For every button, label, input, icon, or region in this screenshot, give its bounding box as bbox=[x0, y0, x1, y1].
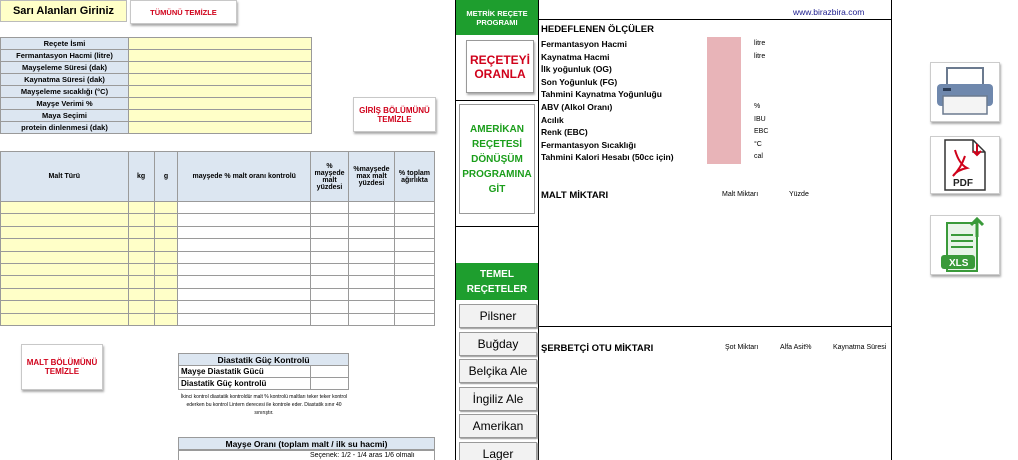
malt-cell[interactable] bbox=[128, 276, 154, 288]
input-label: protein dinlenmesi (dak) bbox=[1, 122, 129, 134]
input-value-cell[interactable] bbox=[129, 98, 312, 110]
recipe-button[interactable]: Lager bbox=[459, 442, 537, 460]
malt-cell bbox=[349, 202, 395, 214]
recipe-button[interactable]: Buğday bbox=[459, 332, 537, 356]
malt-cell[interactable] bbox=[128, 226, 154, 238]
input-row bbox=[1, 86, 312, 98]
malt-cell bbox=[311, 313, 349, 325]
malt-cell[interactable] bbox=[154, 263, 178, 275]
malt-cell[interactable] bbox=[128, 313, 154, 325]
input-value-cell[interactable] bbox=[129, 50, 312, 62]
basic-recipes-title: TEMEL REÇETELER bbox=[456, 263, 538, 300]
malt-cell bbox=[178, 239, 311, 251]
malt-cell bbox=[178, 301, 311, 313]
hops-col-amount: Şot Miktarı bbox=[725, 344, 759, 351]
malt-table bbox=[0, 151, 435, 326]
malt-cell[interactable] bbox=[154, 276, 178, 288]
diastatic-row: Mayşe Diastatik Gücü bbox=[179, 366, 311, 378]
malt-cell bbox=[349, 214, 395, 226]
malt-cell[interactable] bbox=[128, 202, 154, 214]
mash-ratio-title: Mayşe Oranı (toplam malt / ilk su hacmi) bbox=[178, 437, 435, 450]
malt-cell bbox=[178, 251, 311, 263]
malt-cell bbox=[394, 214, 434, 226]
right-top-line bbox=[539, 19, 891, 20]
malt-row bbox=[1, 288, 435, 300]
target-label: ABV (Alkol Oranı) bbox=[541, 102, 613, 112]
middle-separator bbox=[456, 100, 538, 101]
print-button[interactable] bbox=[930, 62, 1000, 122]
input-label: Mayşe Verimi % bbox=[1, 98, 129, 110]
input-value-cell[interactable] bbox=[129, 74, 312, 86]
target-label: Tahmini Kalori Hesabı (50cc için) bbox=[541, 152, 674, 163]
target-label: Fermantasyon Sıcaklığı bbox=[541, 139, 636, 150]
malt-cell bbox=[311, 214, 349, 226]
malt-header-cell: Malt Türü bbox=[1, 152, 129, 202]
target-label: Acılık bbox=[541, 114, 564, 125]
target-label: Renk (EBC) bbox=[541, 127, 588, 138]
malt-header-cell: g bbox=[154, 152, 178, 202]
malt-cell[interactable] bbox=[154, 226, 178, 238]
malt-cell bbox=[178, 226, 311, 238]
malt-cell bbox=[394, 301, 434, 313]
input-label: Reçete İsmi bbox=[1, 38, 129, 50]
target-values-box bbox=[707, 37, 741, 164]
malt-header-cell: kg bbox=[128, 152, 154, 202]
malt-cell[interactable] bbox=[128, 263, 154, 275]
mash-ratio-text: Seçenek: 1/2 - 1/4 aras 1/6 olmalı bbox=[310, 452, 415, 459]
clear-all-button[interactable]: TÜMÜNÜ TEMİZLE bbox=[130, 0, 237, 24]
malt-cell bbox=[349, 263, 395, 275]
hops-title: ŞERBETÇİ OTU MİKTARI bbox=[541, 343, 654, 354]
malt-cell bbox=[178, 276, 311, 288]
malt-cell bbox=[349, 301, 395, 313]
malt-cell bbox=[311, 239, 349, 251]
metric-title: METRİK REÇETE PROGRAMI bbox=[456, 0, 538, 35]
malt-cell[interactable] bbox=[1, 301, 129, 313]
malt-row bbox=[1, 276, 435, 288]
target-unit: litre bbox=[754, 40, 766, 47]
target-unit: IBU bbox=[754, 115, 766, 123]
pdf-icon bbox=[937, 138, 993, 192]
input-value-cell[interactable] bbox=[129, 122, 312, 134]
target-label: Kaynatma Hacmi bbox=[541, 51, 610, 62]
malt-cell[interactable] bbox=[128, 288, 154, 300]
malt-cell bbox=[394, 263, 434, 275]
input-row bbox=[1, 74, 312, 86]
malt-col-amount: Malt Miktarı bbox=[722, 191, 759, 198]
malt-cell[interactable] bbox=[128, 251, 154, 263]
input-row bbox=[1, 98, 312, 110]
malt-cell bbox=[178, 288, 311, 300]
malt-cell[interactable] bbox=[1, 226, 129, 238]
malt-cell bbox=[178, 202, 311, 214]
malt-cell bbox=[311, 226, 349, 238]
malt-cell bbox=[311, 202, 349, 214]
recipe-button[interactable]: İngiliz Ale bbox=[459, 387, 537, 411]
target-label: Son Yoğunluk (FG) bbox=[541, 76, 618, 87]
malt-cell[interactable] bbox=[128, 301, 154, 313]
malt-cell bbox=[349, 288, 395, 300]
input-value-cell[interactable] bbox=[129, 38, 312, 50]
middle-separator bbox=[456, 226, 538, 227]
malt-cell[interactable] bbox=[1, 214, 129, 226]
input-row bbox=[1, 122, 312, 134]
target-unit: EBC bbox=[754, 128, 769, 136]
malt-cell bbox=[349, 239, 395, 251]
malt-cell[interactable] bbox=[154, 214, 178, 226]
malt-cell bbox=[311, 251, 349, 263]
malt-row bbox=[1, 301, 435, 313]
recipe-button[interactable]: Pilsner bbox=[459, 304, 537, 328]
diastatic-table bbox=[178, 353, 349, 390]
pdf-icon-label: PDF bbox=[953, 178, 973, 189]
diastatic-title: Diastatik Güç Kontrolü bbox=[179, 354, 349, 366]
input-row bbox=[1, 50, 312, 62]
recipe-button[interactable]: Belçika Ale bbox=[459, 359, 537, 383]
malt-row bbox=[1, 226, 435, 238]
malt-header-cell: % mayşede malt yüzdesi bbox=[311, 152, 349, 202]
malt-cell[interactable] bbox=[154, 239, 178, 251]
malt-cell bbox=[311, 263, 349, 275]
input-label: Mayşeleme Süresi (dak) bbox=[1, 62, 129, 74]
malt-cell[interactable] bbox=[128, 214, 154, 226]
xls-icon bbox=[937, 217, 993, 273]
malt-cell bbox=[394, 239, 434, 251]
malt-cell bbox=[178, 263, 311, 275]
malt-cell bbox=[394, 288, 434, 300]
input-value-cell[interactable] bbox=[129, 62, 312, 74]
malt-cell bbox=[311, 288, 349, 300]
malt-header-cell: %mayşede max malt yüzdesi bbox=[349, 152, 395, 202]
xls-export-button[interactable] bbox=[930, 215, 1000, 275]
malt-header-cell: mayşede % malt oranı kontrolü bbox=[178, 152, 311, 202]
malt-row bbox=[1, 313, 435, 325]
target-unit: cal bbox=[754, 153, 763, 161]
malt-cell[interactable] bbox=[1, 276, 129, 288]
malt-cell bbox=[311, 276, 349, 288]
malt-cell[interactable] bbox=[1, 202, 129, 214]
malt-cell bbox=[394, 276, 434, 288]
input-row bbox=[1, 38, 312, 50]
convert-program-button[interactable]: AMERİKAN REÇETESİ DÖNÜŞÜM PROGRAMINA GİT bbox=[459, 104, 535, 214]
printer-icon bbox=[933, 66, 997, 118]
targets-title: HEDEFLENEN ÖLÇÜLER bbox=[541, 24, 654, 35]
hops-col-boil: Kaynatma Süresi bbox=[833, 344, 887, 351]
malt-cell[interactable] bbox=[1, 239, 129, 251]
malt-header-cell: % toplam ağırlıkta bbox=[394, 152, 434, 202]
malt-cell[interactable] bbox=[154, 301, 178, 313]
malt-row bbox=[1, 263, 435, 275]
input-value-cell[interactable] bbox=[129, 110, 312, 122]
malt-cell[interactable] bbox=[154, 288, 178, 300]
target-unit: % bbox=[754, 103, 761, 110]
input-label: Mayşeleme sıcaklığı (°C) bbox=[1, 86, 129, 98]
malt-row bbox=[1, 251, 435, 263]
target-unit: litre bbox=[754, 52, 766, 60]
malt-cell[interactable] bbox=[1, 251, 129, 263]
malt-cell bbox=[311, 301, 349, 313]
input-label: Fermantasyon Hacmi (litre) bbox=[1, 50, 129, 62]
malt-cell bbox=[349, 276, 395, 288]
malt-cell bbox=[394, 251, 434, 263]
diastatic-note: İkinci kontrol diastatik kontroldür malt % kontrolü maltları teker teker kontrol ederken bu kontrol Lintern derecesi ile kontrole eder. Diastatik sınır 40 sınırıştır. bbox=[180, 394, 348, 416]
malt-row bbox=[1, 239, 435, 251]
malt-cell[interactable] bbox=[154, 313, 178, 325]
input-value-cell[interactable] bbox=[129, 86, 312, 98]
malt-amount-title: MALT MİKTARI bbox=[541, 190, 609, 201]
malt-cell bbox=[349, 251, 395, 263]
malt-cell bbox=[349, 226, 395, 238]
scale-recipe-button[interactable]: REÇETEYİ ORANLA bbox=[466, 40, 534, 93]
target-label: İlk yoğunluk (OG) bbox=[541, 64, 612, 75]
target-label: Fermantasyon Hacmi bbox=[541, 39, 627, 49]
input-row bbox=[1, 110, 312, 122]
malt-cell[interactable] bbox=[154, 202, 178, 214]
input-table bbox=[0, 37, 312, 134]
target-label: Tahmini Kaynatma Yoğunluğu bbox=[541, 89, 662, 100]
malt-cell[interactable] bbox=[1, 263, 129, 275]
input-label: Kaynatma Süresi (dak) bbox=[1, 74, 129, 86]
malt-cell[interactable] bbox=[154, 251, 178, 263]
malt-row bbox=[1, 202, 435, 214]
website-link[interactable]: www.birazbira.com bbox=[793, 7, 865, 17]
malt-cell[interactable] bbox=[1, 288, 129, 300]
hops-col-alpha: Alfa Asit% bbox=[780, 344, 812, 351]
malt-cell bbox=[178, 214, 311, 226]
xls-icon-label: XLS bbox=[949, 258, 969, 269]
malt-cell bbox=[349, 313, 395, 325]
clear-input-button[interactable]: GİRİŞ BÖLÜMÜNÜ TEMİZLE bbox=[353, 97, 436, 132]
malt-cell bbox=[178, 313, 311, 325]
recipe-button[interactable]: Amerikan bbox=[459, 414, 537, 438]
malt-cell bbox=[394, 226, 434, 238]
target-unit: °C bbox=[754, 140, 762, 148]
malt-cell[interactable] bbox=[128, 239, 154, 251]
pdf-export-button[interactable] bbox=[930, 136, 1000, 194]
right-panel-border bbox=[891, 0, 892, 460]
hops-separator bbox=[539, 326, 891, 327]
malt-cell[interactable] bbox=[1, 313, 129, 325]
malt-row bbox=[1, 214, 435, 226]
malt-col-percent: Yüzde bbox=[789, 191, 809, 198]
input-row bbox=[1, 62, 312, 74]
clear-malt-button[interactable]: MALT BÖLÜMÜNÜ TEMİZLE bbox=[21, 344, 103, 390]
malt-cell bbox=[394, 202, 434, 214]
diastatic-row: Diastatik Güç kontrolü bbox=[179, 378, 311, 390]
input-label: Maya Seçimi bbox=[1, 110, 129, 122]
page-title: Sarı Alanları Giriniz bbox=[0, 0, 127, 22]
malt-cell bbox=[394, 313, 434, 325]
